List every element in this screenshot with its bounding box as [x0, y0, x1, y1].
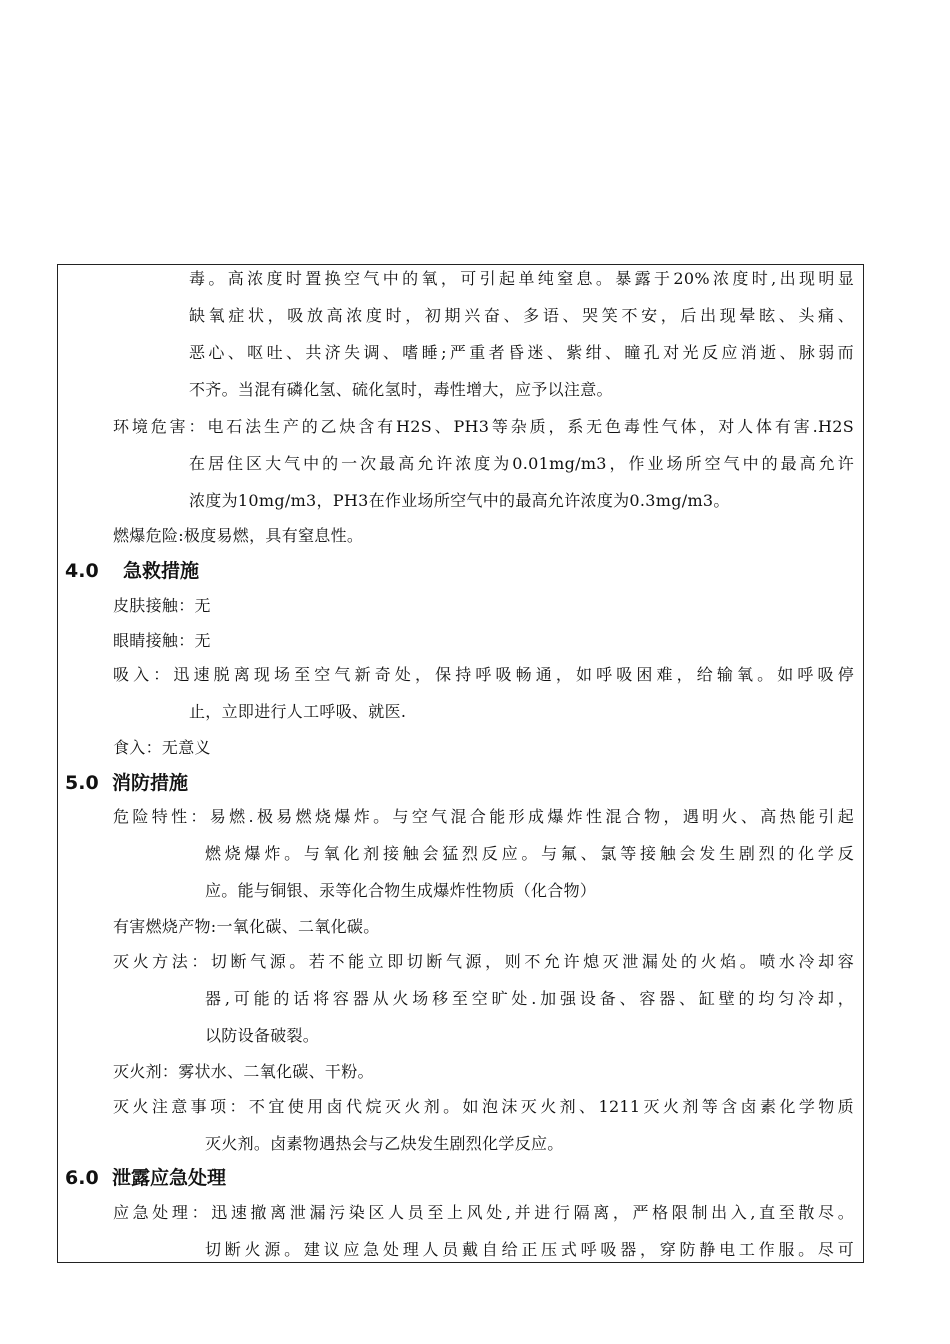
- health-line-1: 毒。高浓度时置换空气中的氧，可引起单纯窒息。暴露于20%浓度时,出现明显: [189, 269, 854, 288]
- health-line-3: 恶心、呕吐、共济失调、嗜睡;严重者昏迷、紫绀、瞳孔对光反应消逝、脉弱而: [189, 343, 854, 362]
- fire-method-line-3: 以防设备破裂。: [205, 1026, 320, 1045]
- fire-notes-line-1: 灭火注意事项：不宜使用卤代烷灭火剂。如泡沫灭火剂、1211灭火剂等含卤素化学物质: [113, 1097, 854, 1116]
- environment-line-1: 环境危害：电石法生产的乙炔含有H2S、PH3等杂质，系无色毒性气体，对人体有害.H2S: [113, 417, 854, 436]
- section-heading-leak: [65, 1166, 227, 1190]
- first-aid-inhalation-line-2: 止，立即进行人工呼吸、就医.: [189, 702, 407, 721]
- first-aid-inhalation-line-1: 吸入：迅速脱离现场至空气新奇处，保持呼吸畅通，如呼吸困难，给输氧。如呼吸停: [113, 665, 854, 684]
- fire-hazard-line-3: 应。能与铜银、汞等化合物生成爆炸性物质（化合物）: [205, 881, 597, 900]
- first-aid-skin: 皮肤接触：无: [113, 596, 211, 615]
- environment-line-3: 浓度为10mg/m3，PH3在作业场所空气中的最高允许浓度为0.3mg/m3。: [189, 491, 730, 510]
- section-heading-first-aid: [65, 559, 200, 583]
- fire-hazard-line-1: 危险特性：易燃.极易燃烧爆炸。与空气混合能形成爆炸性混合物，遇明火、高热能引起: [113, 807, 854, 826]
- fire-method-line-1: 灭火方法：切断气源。若不能立即切断气源，则不允许熄灭泄漏处的火焰。喷水冷却容: [113, 952, 854, 971]
- fire-hazard-line-2: 燃烧爆炸。与氧化剂接触会猛烈反应。与氟、氯等接触会发生剧烈的化学反: [205, 844, 854, 863]
- section-title: 泄露应急处理: [112, 1167, 227, 1189]
- section-title: 消防措施: [112, 772, 189, 794]
- section-number: 5.0: [65, 772, 99, 794]
- leak-emergency-line-2: 切断火源。建议应急处理人员戴自给正压式呼吸器，穿防静电工作服。尽可: [205, 1240, 854, 1259]
- fire-method-line-2: 器,可能的话将容器从火场移至空旷处.加强设备、容器、缸壁的均匀冷却，: [205, 989, 854, 1008]
- section-title: 急救措施: [123, 560, 200, 582]
- extinguishing-agents: 灭火剂：雾状水、二氧化碳、干粉。: [113, 1062, 374, 1081]
- fire-notes-line-2: 灭火剂。卤素物遇热会与乙炔发生剧烈化学反应。: [205, 1134, 564, 1153]
- first-aid-eyes: 眼睛接触：无: [113, 631, 211, 650]
- health-line-2: 缺氧症状，吸放高浓度时，初期兴奋、多语、哭笑不安，后出现晕眩、头痛、: [189, 306, 854, 325]
- first-aid-ingestion: 食入：无意义: [113, 738, 211, 757]
- section-number: 6.0: [65, 1167, 99, 1189]
- fire-explosion-hazard: 燃爆危险:极度易燃，具有窒息性。: [113, 526, 364, 545]
- leak-emergency-line-1: 应急处理：迅速撤离泄漏污染区人员至上风处,并进行隔离，严格限制出入,直至散尽。: [113, 1203, 854, 1222]
- environment-line-2: 在居住区大气中的一次最高允许浓度为0.01mg/m3，作业场所空气中的最高允许: [189, 454, 854, 473]
- section-number: 4.0: [65, 560, 99, 582]
- health-line-4: 不齐。当混有磷化氢、硫化氢时，毒性增大，应予以注意。: [189, 380, 613, 399]
- section-heading-fire-fighting: [65, 771, 189, 795]
- combustion-products: 有害燃烧产物:一氧化碳、二氧化碳。: [113, 917, 380, 936]
